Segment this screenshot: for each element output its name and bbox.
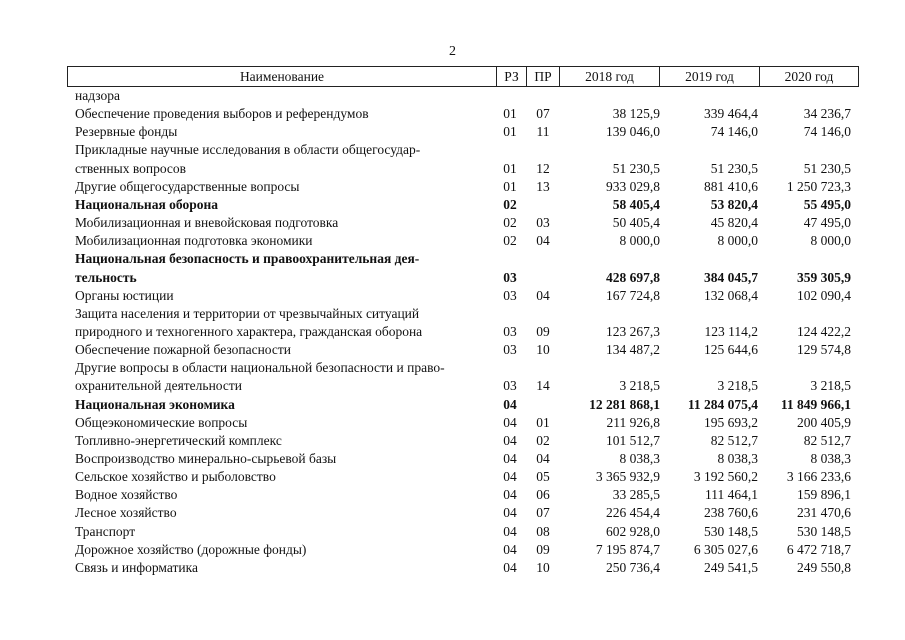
row-rz: 01 — [503, 106, 517, 122]
row-value-2018: 226 454,4 — [606, 505, 660, 521]
row-value-2020: 6 472 718,7 — [786, 541, 851, 557]
row-name: надзора — [75, 88, 120, 103]
row-value-2018: 51 230,5 — [612, 160, 660, 176]
table-row — [0, 196, 905, 214]
row-pr: 04 — [536, 451, 550, 466]
row-value-2020: 55 495,0 — [803, 196, 851, 212]
table-row — [0, 341, 905, 359]
table-row — [0, 269, 905, 287]
row-value-2019: 45 820,4 — [710, 215, 758, 231]
row-value-2020: 124 422,2 — [797, 323, 851, 339]
row-value-2018: 602 928,0 — [606, 523, 660, 539]
row-name: Транспорт — [75, 523, 136, 539]
table-row — [0, 468, 905, 486]
row-value-2018: 123 267,3 — [606, 323, 660, 339]
row-value-2020: 359 305,9 — [797, 269, 851, 285]
row-name: Защита населения и территории от чрезвычайных ситуаций — [75, 305, 420, 321]
row-value-2020: 82 512,7 — [803, 432, 851, 448]
table-row — [0, 523, 905, 541]
row-rz: 04 — [503, 523, 517, 539]
row-value-2020: 102 090,4 — [797, 287, 851, 303]
row-value-2018: 8 000,0 — [619, 233, 660, 249]
row-value-2018: 7 195 874,7 — [595, 541, 660, 557]
header-2020: 2020 год — [759, 67, 858, 86]
row-name: Национальная экономика — [75, 396, 235, 412]
row-value-2018: 250 736,4 — [606, 559, 660, 575]
row-value-2019: 53 820,4 — [710, 196, 758, 212]
row-value-2019 — [660, 141, 758, 159]
row-pr: 07 — [536, 106, 550, 122]
row-pr: 03 — [536, 215, 550, 231]
row-rz: 01 — [503, 178, 517, 194]
row-name: Прикладные научные исследования в области общегосудар- — [75, 142, 421, 158]
row-value-2019: 384 045,7 — [704, 269, 758, 285]
row-value-2020 — [758, 250, 851, 268]
row-pr — [530, 250, 556, 268]
row-value-2019: 125 644,6 — [704, 342, 758, 358]
row-rz: 03 — [503, 287, 517, 303]
row-pr: 01 — [536, 414, 550, 430]
header-name: Наименование — [239, 69, 325, 84]
row-name: Общеэкономические вопросы — [75, 414, 248, 430]
header-2019: 2019 год — [659, 67, 759, 86]
row-pr: 10 — [536, 342, 550, 358]
row-pr — [530, 305, 556, 323]
row-value-2019: 195 693,2 — [704, 414, 758, 430]
row-pr: 14 — [536, 378, 550, 394]
row-name: Обеспечение проведения выборов и референдумов — [75, 106, 369, 122]
row-rz: 04 — [503, 559, 517, 575]
row-value-2020 — [758, 305, 851, 323]
row-rz: 03 — [503, 269, 517, 285]
row-value-2019: 530 148,5 — [704, 523, 758, 539]
row-pr: 11 — [536, 124, 550, 140]
table-row — [0, 123, 905, 141]
row-rz: 04 — [503, 469, 517, 485]
row-value-2018: 8 038,3 — [619, 451, 660, 466]
table-row — [0, 396, 905, 414]
row-value-2018 — [560, 359, 660, 377]
row-value-2020: 8 000,0 — [810, 233, 851, 249]
row-value-2020: 530 148,5 — [797, 523, 851, 539]
row-rz: 02 — [503, 215, 517, 231]
row-rz: 03 — [503, 323, 517, 339]
row-rz: 01 — [503, 124, 517, 140]
row-value-2019: 339 464,4 — [704, 106, 758, 122]
table-row — [0, 541, 905, 559]
row-value-2020: 1 250 723,3 — [786, 178, 851, 194]
row-name: Другие вопросы в области национальной безопасности и право- — [75, 360, 445, 376]
row-value-2020: 249 550,8 — [797, 559, 851, 575]
row-value-2018: 38 125,9 — [612, 106, 660, 122]
row-rz — [497, 250, 523, 268]
row-value-2019: 881 410,6 — [704, 178, 758, 194]
row-value-2019: 8 000,0 — [717, 233, 758, 249]
row-rz: 04 — [503, 487, 517, 503]
row-pr: 10 — [536, 559, 550, 575]
row-pr — [530, 196, 556, 214]
table-row — [0, 105, 905, 123]
row-pr — [530, 269, 556, 287]
row-pr: 07 — [536, 505, 550, 521]
row-value-2018: 12 281 868,1 — [589, 396, 660, 412]
row-name: Резервные фонды — [75, 124, 178, 140]
row-value-2018 — [560, 87, 660, 105]
row-rz: 02 — [503, 233, 517, 249]
row-value-2018: 50 405,4 — [612, 215, 660, 231]
row-value-2020: 200 405,9 — [797, 414, 851, 430]
row-value-2020 — [758, 87, 851, 105]
row-name: Водное хозяйство — [75, 487, 178, 503]
row-value-2018 — [560, 305, 660, 323]
row-value-2019: 74 146,0 — [710, 124, 758, 140]
row-pr: 05 — [536, 469, 550, 485]
row-value-2020: 159 896,1 — [797, 487, 851, 503]
table-row — [0, 305, 905, 323]
table-row — [0, 160, 905, 178]
table-row — [0, 359, 905, 377]
row-value-2018: 211 926,8 — [606, 414, 660, 430]
row-rz: 04 — [503, 414, 517, 430]
table-row — [0, 87, 905, 105]
row-value-2018 — [560, 250, 660, 268]
row-pr — [530, 359, 556, 377]
row-name: Обеспечение пожарной безопасности — [75, 342, 292, 358]
row-name: Мобилизационная и вневойсковая подготовка — [75, 215, 339, 231]
row-value-2019: 249 541,5 — [704, 559, 758, 575]
row-value-2019: 8 038,3 — [717, 451, 758, 466]
row-value-2020: 231 470,6 — [797, 505, 851, 521]
row-name: Национальная оборона — [75, 196, 218, 212]
row-value-2019: 238 760,6 — [704, 505, 758, 521]
row-value-2020: 3 166 233,6 — [786, 469, 851, 485]
row-name: Воспроизводство минерально-сырьевой базы — [75, 451, 337, 466]
row-value-2019 — [660, 87, 758, 105]
row-pr: 09 — [536, 541, 550, 557]
table-row — [0, 504, 905, 522]
page-number: 2 — [449, 44, 456, 59]
row-value-2020: 47 495,0 — [803, 215, 851, 231]
row-value-2020: 8 038,3 — [810, 451, 851, 466]
row-pr — [530, 141, 556, 159]
header-rz: РЗ — [496, 67, 526, 86]
row-value-2018: 3 365 932,9 — [595, 469, 660, 485]
row-name: Национальная безопасность и правоохранительная дея- — [75, 251, 420, 267]
row-name: Мобилизационная подготовка экономики — [75, 233, 313, 249]
table-row — [0, 287, 905, 305]
row-value-2018: 58 405,4 — [612, 196, 660, 212]
row-value-2019 — [660, 250, 758, 268]
row-pr — [530, 87, 556, 105]
row-value-2020: 51 230,5 — [803, 160, 851, 176]
row-rz: 03 — [503, 342, 517, 358]
row-name: Другие общегосударственные вопросы — [75, 178, 300, 194]
row-value-2020: 34 236,7 — [803, 106, 851, 122]
row-value-2020: 74 146,0 — [803, 124, 851, 140]
row-rz: 04 — [503, 541, 517, 557]
row-value-2018: 134 487,2 — [606, 342, 660, 358]
row-rz — [497, 359, 523, 377]
row-rz: 04 — [503, 432, 517, 448]
row-pr: 04 — [536, 287, 550, 303]
table-row — [0, 232, 905, 250]
row-rz — [497, 141, 523, 159]
row-value-2018: 101 512,7 — [606, 432, 660, 448]
row-rz: 04 — [503, 451, 517, 466]
table-row — [0, 559, 905, 577]
row-value-2019: 6 305 027,6 — [693, 541, 758, 557]
row-pr: 12 — [536, 160, 550, 176]
row-rz: 03 — [503, 378, 517, 394]
row-name: ственных вопросов — [75, 160, 187, 176]
table-row — [0, 323, 905, 341]
row-value-2020: 11 849 966,1 — [780, 396, 851, 412]
row-value-2018: 3 218,5 — [619, 378, 660, 394]
row-value-2018: 428 697,8 — [606, 269, 660, 285]
row-name: Топливно-энергетический комплекс — [75, 432, 282, 448]
row-rz: 02 — [503, 196, 517, 212]
table-row — [0, 141, 905, 159]
header-2018: 2018 год — [559, 67, 659, 86]
row-rz: 04 — [503, 396, 517, 412]
row-pr: 13 — [536, 178, 550, 194]
row-value-2019: 132 068,4 — [704, 287, 758, 303]
row-value-2018: 33 285,5 — [612, 487, 660, 503]
row-pr: 08 — [536, 523, 550, 539]
row-pr: 09 — [536, 323, 550, 339]
row-value-2019: 123 114,2 — [704, 323, 758, 339]
row-pr: 06 — [536, 487, 550, 503]
row-value-2019 — [660, 359, 758, 377]
table-row — [0, 432, 905, 450]
table-row — [0, 486, 905, 504]
row-value-2020 — [758, 141, 851, 159]
row-name: Связь и информатика — [75, 559, 198, 575]
header-pr: ПР — [526, 67, 559, 86]
row-name: Органы юстиции — [75, 287, 174, 303]
table-row — [0, 250, 905, 268]
table-row — [0, 377, 905, 395]
row-value-2020: 3 218,5 — [810, 378, 851, 394]
row-value-2018: 139 046,0 — [606, 124, 660, 140]
table-row — [0, 214, 905, 232]
row-value-2018: 167 724,8 — [606, 287, 660, 303]
row-value-2019 — [660, 305, 758, 323]
row-name: тельность — [75, 269, 137, 285]
row-value-2019: 82 512,7 — [710, 432, 758, 448]
row-value-2019: 51 230,5 — [710, 160, 758, 176]
row-value-2019: 11 284 075,4 — [687, 396, 758, 412]
row-pr: 02 — [536, 432, 550, 448]
row-value-2018: 933 029,8 — [606, 178, 660, 194]
table-header — [67, 66, 859, 87]
row-pr — [530, 396, 556, 414]
row-value-2019: 111 464,1 — [705, 487, 758, 503]
row-pr: 04 — [536, 233, 550, 249]
row-name: Сельское хозяйство и рыболовство — [75, 469, 276, 485]
row-name: Дорожное хозяйство (дорожные фонды) — [75, 541, 307, 557]
row-value-2020: 129 574,8 — [797, 342, 851, 358]
row-rz — [497, 87, 523, 105]
row-value-2020 — [758, 359, 851, 377]
row-name: Лесное хозяйство — [75, 505, 177, 521]
table-row — [0, 178, 905, 196]
row-rz: 01 — [503, 160, 517, 176]
row-rz: 04 — [503, 505, 517, 521]
row-rz — [497, 305, 523, 323]
row-value-2019: 3 218,5 — [717, 378, 758, 394]
row-value-2019: 3 192 560,2 — [693, 469, 758, 485]
table-row — [0, 450, 905, 468]
row-name: охранительной деятельности — [75, 378, 242, 394]
row-name: природного и техногенного характера, гражданская оборона — [75, 323, 423, 339]
table-row — [0, 414, 905, 432]
row-value-2018 — [560, 141, 660, 159]
